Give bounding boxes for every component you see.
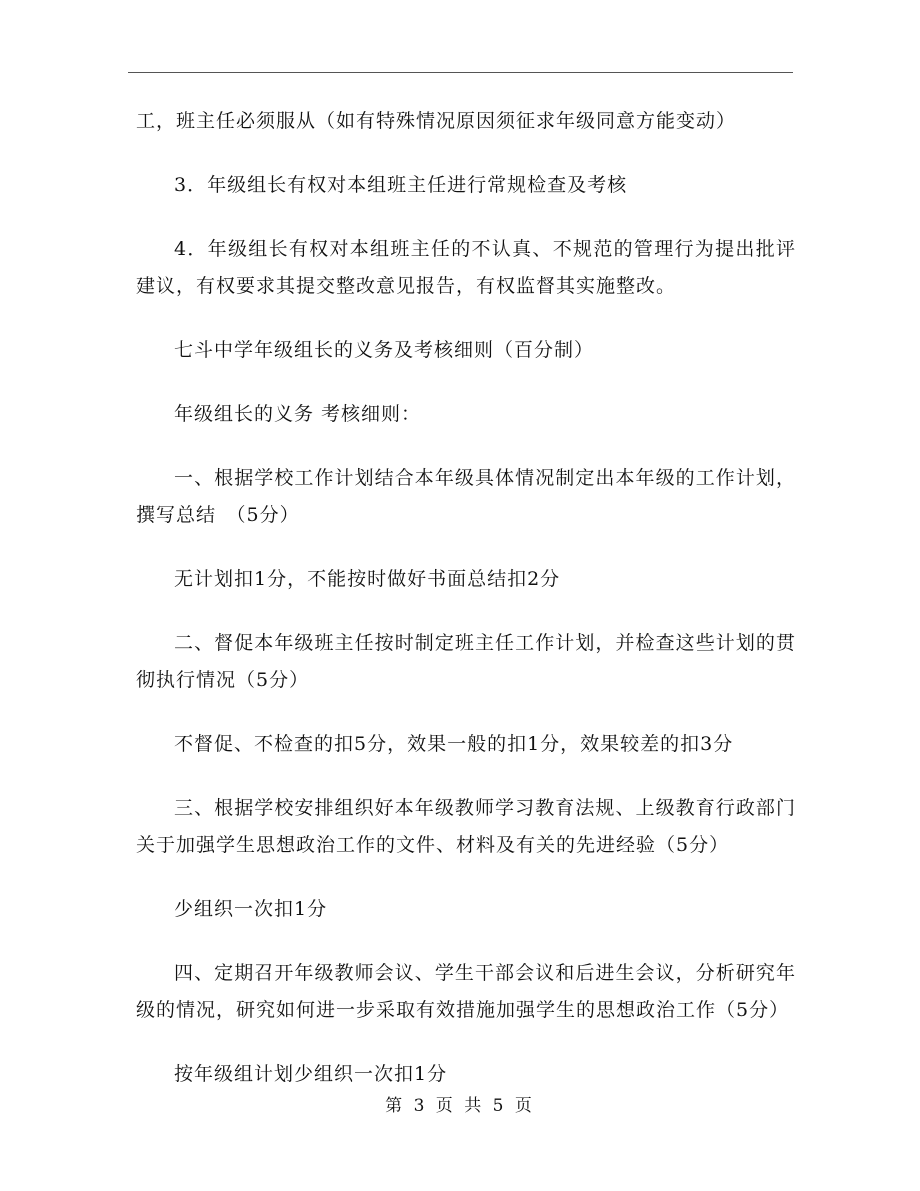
header-rule (128, 72, 793, 73)
criteria-item-4: 按年级组计划少组织一次扣1分 (174, 1063, 448, 1085)
criteria-item-1: 无计划扣1分，不能按时做好书面总结扣2分 (174, 568, 561, 590)
criteria-item-2: 不督促、不检查的扣5分，效果一般的扣1分，效果较差的扣3分 (174, 733, 734, 755)
paragraph-item-4: 4．年级组长有权对本组班主任的不认真、不规范的管理行为提出批评建议，有权要求其提交整改意见报告，有权监督其实施整改。 (136, 238, 796, 297)
duty-item-3: 三、根据学校安排组织好本年级教师学习教育法规、上级教育行政部门关于加强学生思想政治工作的文件、材料及有关的先进经验（5分） (136, 797, 796, 856)
criteria-item-3: 少组织一次扣1分 (174, 898, 328, 920)
paragraph-continuation: 工，班主任必须服从（如有特殊情况原因须征求年级同意方能变动） (136, 110, 737, 132)
paragraph-item-3: 3．年级组长有权对本组班主任进行常规检查及考核 (174, 174, 628, 196)
document-body (136, 103, 796, 1120)
duty-item-2: 二、督促本年级班主任按时制定班主任工作计划，并检查这些计划的贯彻执行情况（5分） (136, 632, 796, 691)
page-number-footer: 第 3 页 共 5 页 (385, 1096, 535, 1116)
section-subtitle: 年级组长的义务 考核细则： (174, 403, 422, 425)
duty-item-1: 一、根据学校工作计划结合本年级具体情况制定出本年级的工作计划，撰写总结 （5分） (136, 467, 796, 526)
duty-item-4: 四、定期召开年级教师会议、学生干部会议和后进生会议，分析研究年级的情况，研究如何进一步采取有效措施加强学生的思想政治工作（5分） (136, 962, 796, 1021)
section-title: 七斗中学年级组长的义务及考核细则（百分制） (174, 339, 595, 361)
